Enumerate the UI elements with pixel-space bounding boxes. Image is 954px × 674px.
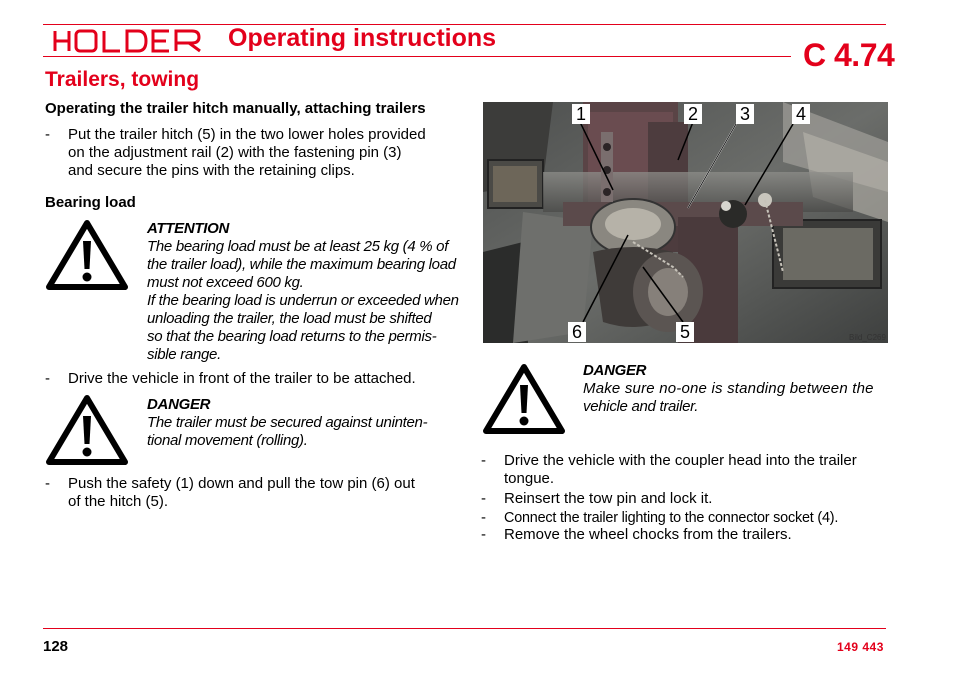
section-title: Trailers, towing — [45, 68, 200, 91]
chapter-number: C 4.74 — [803, 37, 895, 73]
footer-rule — [43, 628, 886, 629]
attention-line: must not exceed 600 kg. — [147, 274, 304, 291]
warning-triangle-icon — [45, 394, 129, 466]
danger-line: The trailer must be secured against uninten- — [147, 414, 428, 431]
danger-line: tional movement (rolling). — [147, 432, 308, 449]
photo-label-1: 1 — [572, 104, 590, 124]
attention-line: The bearing load must be at least 25 kg (4 % of — [147, 238, 449, 255]
attention-heading: ATTENTION — [147, 220, 230, 237]
attention-line: unloading the trailer, the load must be shifted — [147, 310, 432, 327]
danger-line: vehicle and trailer. — [583, 398, 699, 415]
bullet-line: and secure the pins with the retaining clips. — [68, 162, 355, 179]
danger-block — [147, 396, 452, 450]
bullet-line: of the hitch (5). — [68, 493, 169, 510]
photo-label-2: 2 — [684, 104, 702, 124]
danger-heading: DANGER — [583, 362, 647, 379]
holder-logo — [52, 28, 204, 54]
subheading: Operating the trailer hitch manually, attaching trailers — [45, 100, 426, 117]
attention-block — [147, 220, 459, 364]
page-number: 128 — [43, 638, 69, 655]
document-number: 149 443 — [837, 640, 884, 654]
warning-triangle-icon — [482, 363, 566, 435]
bullet-line: tongue. — [504, 470, 555, 487]
danger-heading: DANGER — [147, 396, 211, 413]
attention-line: the trailer load), while the maximum bearing load — [147, 256, 456, 273]
bullet-line: Drive the vehicle with the coupler head into the trailer — [504, 452, 857, 469]
bullet-line: Push the safety (1) down and pull the tow pin (6) out — [68, 475, 415, 492]
photo-label-3: 3 — [736, 104, 754, 124]
photo-label-6: 6 — [568, 322, 586, 342]
attention-line: sible range. — [147, 346, 221, 363]
bullet-line: Put the trailer hitch (5) in the two lower holes provided — [68, 126, 426, 143]
header-title: Operating instructions — [228, 24, 497, 52]
bearing-load-heading: Bearing load — [45, 194, 136, 211]
danger-line: Make sure no-one is standing between the — [583, 380, 874, 397]
attention-line: If the bearing load is underrun or exceeded when — [147, 292, 459, 309]
warning-triangle-icon — [45, 219, 129, 291]
bullet-line: on the adjustment rail (2) with the fastening pin (3) — [68, 144, 402, 161]
danger-block-right — [583, 362, 888, 416]
bullet-line: Reinsert the tow pin and lock it. — [504, 490, 713, 507]
photo-caption: Bild_C269 — [849, 333, 886, 342]
trailer-hitch-photo — [483, 102, 888, 343]
photo-label-5: 5 — [676, 322, 694, 342]
header-rule — [43, 56, 791, 57]
bullet-line: Connect the trailer lighting to the connector socket (4). — [504, 510, 839, 526]
bullet-line: Drive the vehicle in front of the trailer to be attached. — [68, 370, 416, 387]
photo-label-4: 4 — [792, 104, 810, 124]
bullet-line: Remove the wheel chocks from the trailers. — [504, 526, 792, 543]
attention-line: so that the bearing load returns to the permis- — [147, 328, 437, 345]
hitch-photo-image — [483, 102, 888, 343]
